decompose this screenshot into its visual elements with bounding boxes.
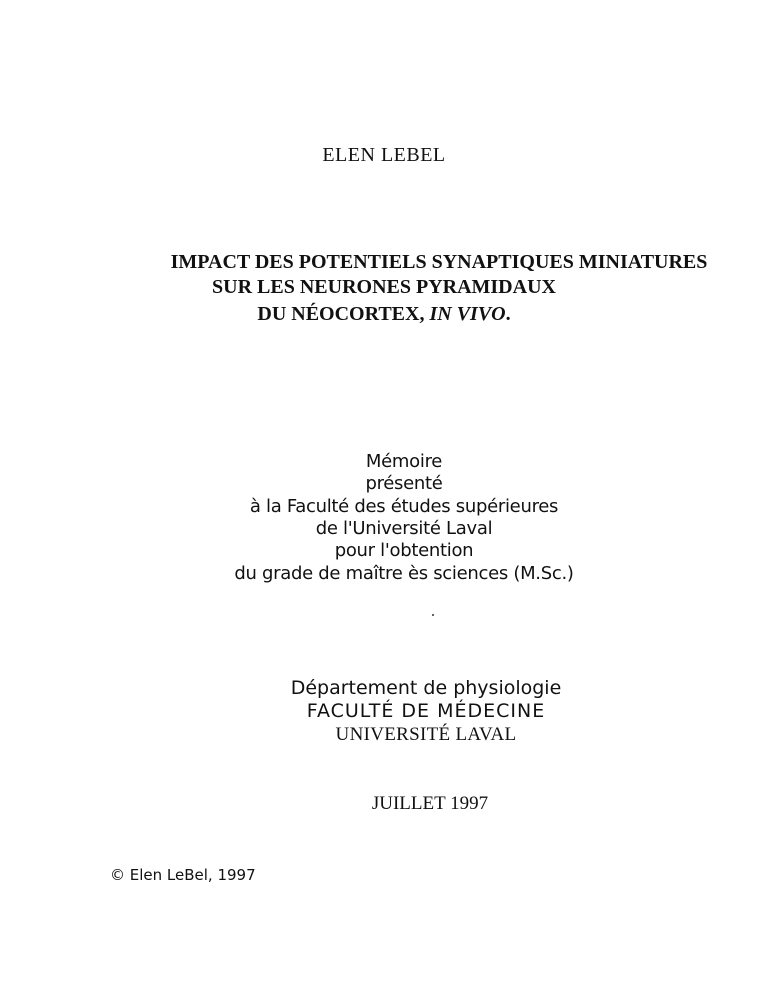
submission-university: de l'Université Laval bbox=[315, 518, 493, 539]
department-name: Département de physiologie bbox=[290, 677, 562, 699]
thesis-title-line-3-text: DU NÉOCORTEX, bbox=[257, 303, 430, 325]
submission-purpose: pour l'obtention bbox=[334, 540, 474, 561]
university-name: UNIVERSITÉ LAVAL bbox=[335, 724, 517, 745]
author-name: ELEN LEBEL bbox=[322, 144, 446, 166]
thesis-title-line-3 bbox=[0, 303, 768, 326]
submission-date: JUILLET 1997 bbox=[371, 793, 489, 814]
submission-faculty: à la Faculté des études supérieures bbox=[249, 496, 559, 517]
thesis-title-line-1: IMPACT DES POTENTIELS SYNAPTIQUES MINIATURES bbox=[170, 251, 708, 273]
copyright-notice: © Elen LeBel, 1997 bbox=[110, 866, 256, 884]
submission-degree: du grade de maître ès sciences (M.Sc.) bbox=[234, 563, 574, 584]
stray-dot-mark bbox=[432, 614, 434, 616]
thesis-title-in-vivo: IN VIVO bbox=[429, 303, 506, 325]
faculty-name: FACULTÉ DE MÉDECINE bbox=[306, 700, 546, 722]
thesis-title-line-2: SUR LES NEURONES PYRAMIDAUX bbox=[212, 276, 556, 298]
submission-presente: présenté bbox=[365, 473, 443, 494]
thesis-title-period: . bbox=[505, 303, 511, 325]
submission-memoire: Mémoire bbox=[365, 451, 443, 472]
